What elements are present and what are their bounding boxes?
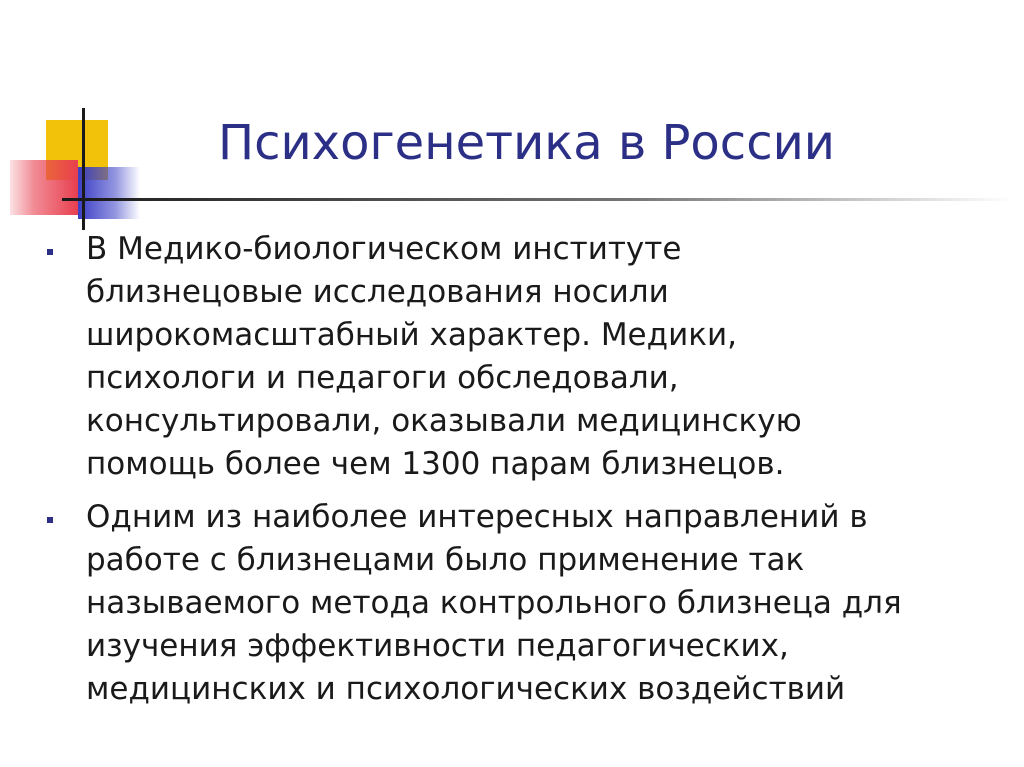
blue-square: [78, 167, 140, 219]
bullet-line: широкомасштабный характер. Медики,: [86, 317, 737, 353]
bullet-line: работе с близнецами было применение так: [86, 542, 805, 578]
bullet-line: изучения эффективности педагогических,: [86, 628, 789, 664]
bullet-item: [44, 228, 1014, 486]
slide-title: Психогенетика в России: [218, 115, 835, 171]
bullet-square-icon: [47, 517, 53, 523]
bullet-line: психологи и педагоги обследовали,: [86, 360, 679, 396]
bullet-square-icon: [47, 249, 53, 255]
bullet-line: близнецовые исследования носили: [86, 274, 669, 310]
vertical-rule: [82, 108, 85, 230]
title-underline: [62, 198, 1012, 201]
bullet-line: В Медико-биологическом институте: [86, 231, 682, 267]
bullet-line: Одним из наиболее интересных направлений в: [86, 499, 868, 535]
bullet-item: [44, 496, 1014, 711]
bullet-line: медицинских и психологических воздействий: [86, 671, 846, 707]
bullet-line: консультировали, оказывали медицинскую: [86, 403, 802, 439]
red-square: [10, 160, 78, 215]
bullet-line: помощь более чем 1300 парам близнецов.: [86, 446, 785, 482]
bullet-line: называемого метода контрольного близнеца для: [86, 585, 902, 621]
bullet-list: [44, 228, 1014, 721]
